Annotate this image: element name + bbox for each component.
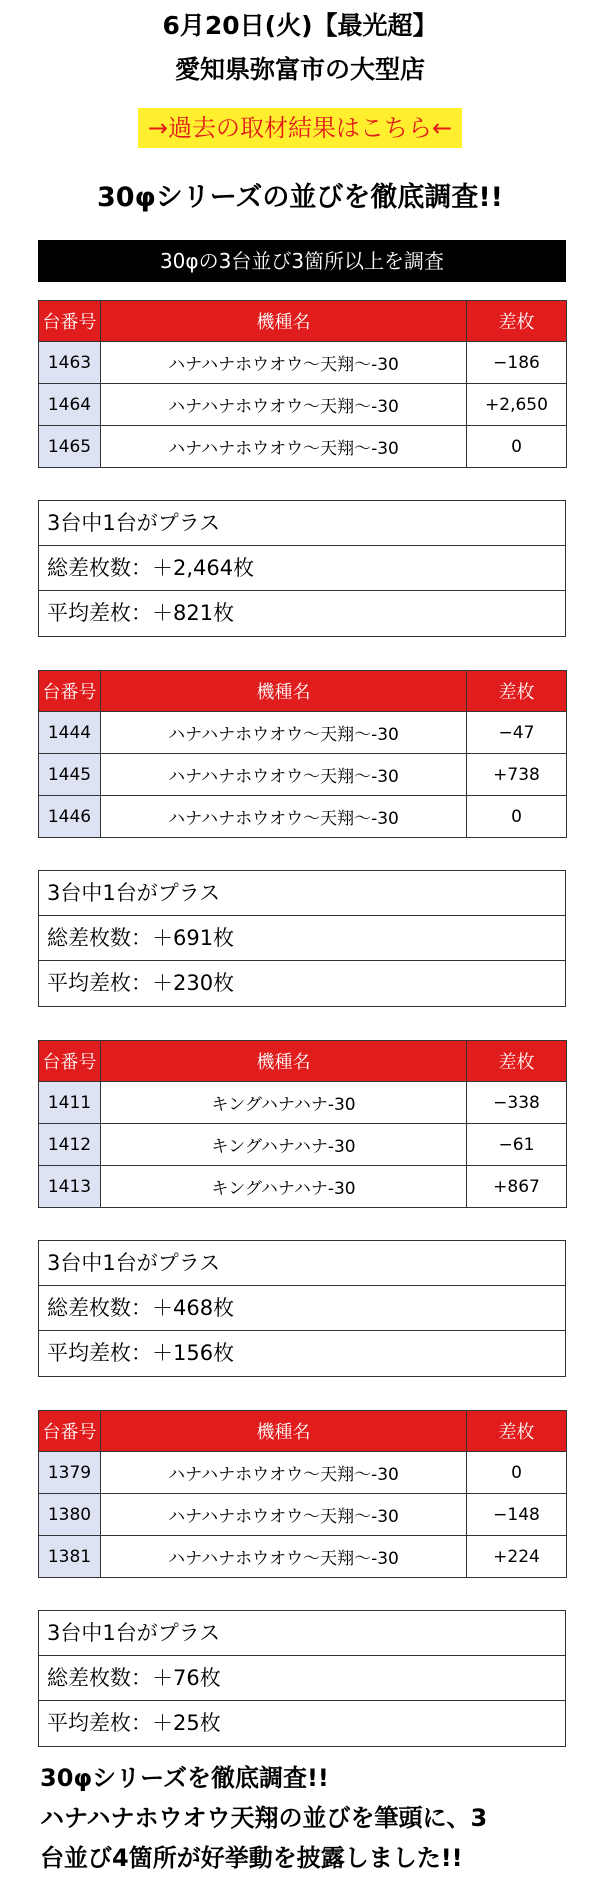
past-results-link[interactable]: →過去の取材結果はこちら← [138,108,462,148]
machine-name: ハナハナホウオウ〜天翔〜-30 [101,1452,467,1494]
summary-plus-count: 3台中1台がプラス [39,501,565,546]
machine-number: 1379 [39,1452,101,1494]
machine-name: ハナハナホウオウ〜天翔〜-30 [101,426,467,468]
table-header-row [39,671,567,712]
summary-average: 平均差枚：＋156枚 [47,1341,235,1365]
table-row [39,754,567,796]
machine-number: 1465 [39,426,101,468]
machine-number: 1463 [39,342,101,384]
header-diff: 差枚 [467,1041,567,1082]
summary-box-group-1 [38,500,566,637]
table-row [39,426,567,468]
machine-name: ハナハナホウオウ〜天翔〜-30 [101,1536,467,1578]
table-row [39,1082,567,1124]
coin-diff: −186 [467,342,567,384]
header-machine: 機種名 [101,1041,467,1082]
header-number: 台番号 [39,1041,101,1082]
header-machine: 機種名 [101,671,467,712]
summary-plus-count: 3台中1台がプラス [39,1611,565,1656]
summary-average: 平均差枚：＋230枚 [47,971,235,995]
footer-text [40,1758,570,1878]
machine-name: ハナハナホウオウ〜天翔〜-30 [101,712,467,754]
table-row [39,712,567,754]
header-number: 台番号 [39,1411,101,1452]
machine-name: キングハナハナ-30 [101,1124,467,1166]
table-row [39,384,567,426]
table-row [39,342,567,384]
machine-table-group-1 [38,300,567,468]
coin-diff: 0 [467,426,567,468]
header-number: 台番号 [39,301,101,342]
machine-name: ハナハナホウオウ〜天翔〜-30 [101,342,467,384]
machine-number: 1444 [39,712,101,754]
table-header-row [39,1041,567,1082]
coin-diff: 0 [467,1452,567,1494]
summary-plus-count: 3台中1台がプラス [39,871,565,916]
table-header-row [39,301,567,342]
machine-number: 1445 [39,754,101,796]
coin-diff: −338 [467,1082,567,1124]
coin-diff: 0 [467,796,567,838]
coin-diff: +867 [467,1166,567,1208]
machine-name: ハナハナホウオウ〜天翔〜-30 [101,1494,467,1536]
machine-number: 1412 [39,1124,101,1166]
machine-name: キングハナハナ-30 [101,1166,467,1208]
coin-diff: +738 [467,754,567,796]
header-number: 台番号 [39,671,101,712]
table-row [39,1124,567,1166]
machine-table-group-3 [38,1040,567,1208]
table-row [39,796,567,838]
machine-name: ハナハナホウオウ〜天翔〜-30 [101,754,467,796]
header-machine: 機種名 [101,1411,467,1452]
summary-total: 総差枚数：＋468枚 [39,1286,565,1331]
machine-number: 1381 [39,1536,101,1578]
store-heading: 愛知県弥富市の大型店 [174,55,425,84]
table-row [39,1536,567,1578]
machine-number: 1464 [39,384,101,426]
header-machine: 機種名 [101,301,467,342]
header-diff: 差枚 [467,671,567,712]
machine-name: ハナハナホウオウ〜天翔〜-30 [101,796,467,838]
footer-line-3: 台並び4箇所が好挙動を披露しました!! [40,1844,463,1872]
machine-table-group-4 [38,1410,567,1578]
summary-box-group-2 [38,870,566,1007]
summary-box-group-3 [38,1240,566,1377]
table-row [39,1452,567,1494]
summary-plus-count: 3台中1台がプラス [39,1241,565,1286]
summary-total: 総差枚数：＋691枚 [39,916,565,961]
date-heading: 6月20日(火)【最光超】 [162,11,438,40]
table-row [39,1166,567,1208]
table-header-row [39,1411,567,1452]
summary-total: 総差枚数：＋76枚 [39,1656,565,1701]
machine-name: キングハナハナ-30 [101,1082,467,1124]
header-diff: 差枚 [467,301,567,342]
header-diff: 差枚 [467,1411,567,1452]
survey-heading: 30φシリーズの並びを徹底調査!! [97,182,503,213]
machine-table-group-2 [38,670,567,838]
summary-total: 総差枚数：＋2,464枚 [39,546,565,591]
machine-number: 1411 [39,1082,101,1124]
machine-number: 1413 [39,1166,101,1208]
coin-diff: +2,650 [467,384,567,426]
past-results-link-wrapper [0,108,600,148]
coin-diff: −47 [467,712,567,754]
machine-number: 1380 [39,1494,101,1536]
footer-line-2: ハナハナホウオウ天翔の並びを筆頭に、3 [40,1804,488,1832]
coin-diff: −61 [467,1124,567,1166]
summary-box-group-4 [38,1610,566,1747]
summary-average: 平均差枚：＋821枚 [47,601,235,625]
coin-diff: +224 [467,1536,567,1578]
table-row [39,1494,567,1536]
survey-banner: 30φの3台並び3箇所以上を調査 [38,240,566,282]
coin-diff: −148 [467,1494,567,1536]
footer-line-1: 30φシリーズを徹底調査!! [40,1764,329,1792]
machine-number: 1446 [39,796,101,838]
machine-name: ハナハナホウオウ〜天翔〜-30 [101,384,467,426]
summary-average: 平均差枚：＋25枚 [47,1711,221,1735]
